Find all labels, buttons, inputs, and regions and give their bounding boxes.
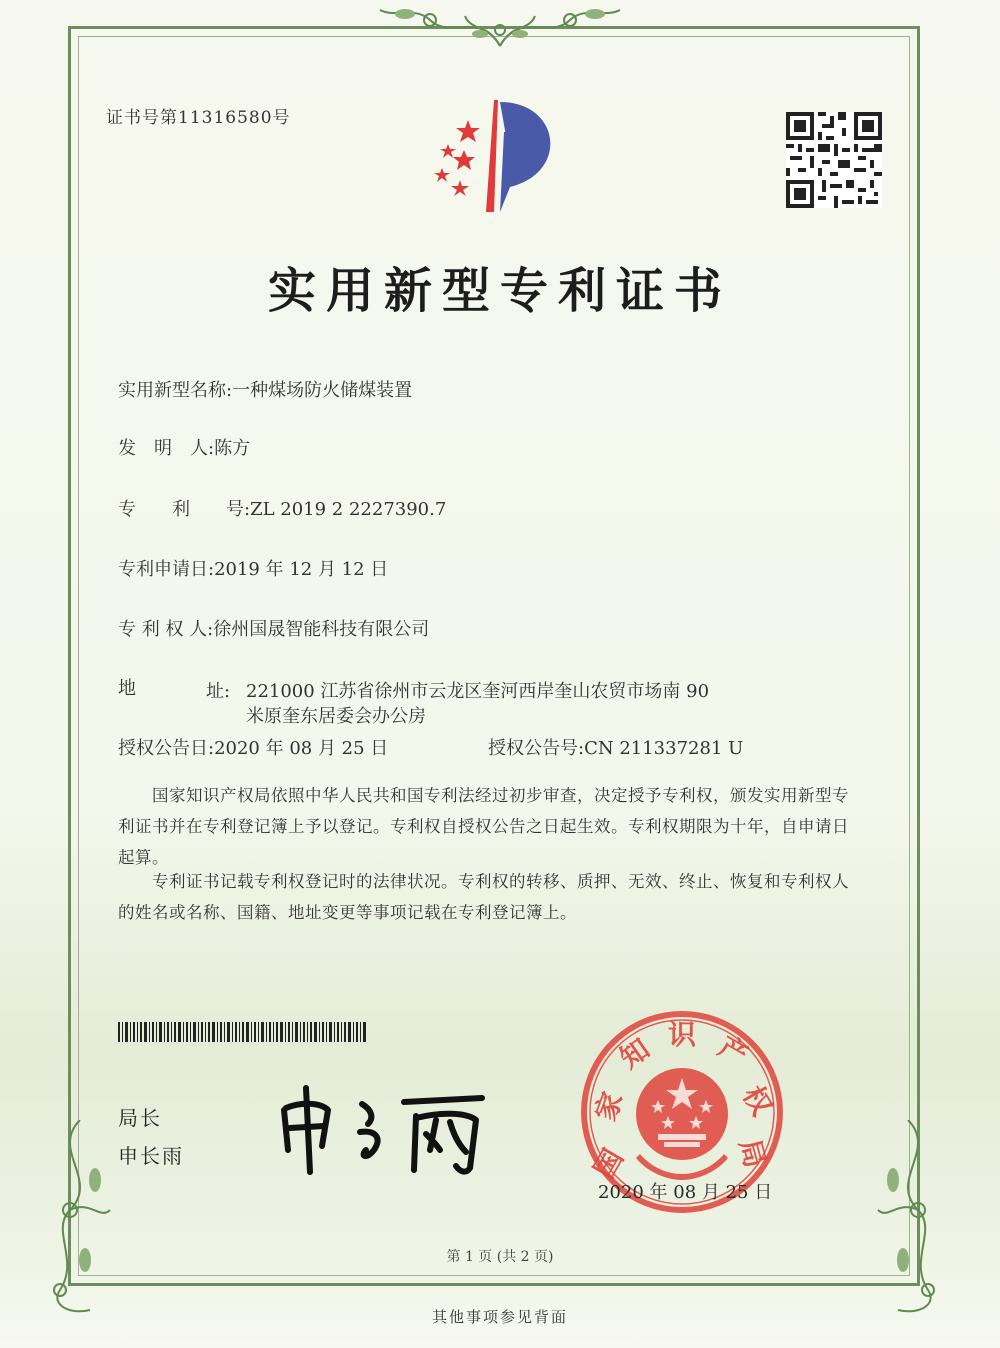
certificate-number: 证书号第11316580号	[106, 108, 291, 128]
svg-text:产: 产	[712, 1029, 754, 1073]
field-label: 专 利 号:	[118, 499, 251, 520]
field-value: 陈方	[214, 438, 251, 459]
field-label: 授权公告日:	[118, 738, 215, 759]
field-inventor	[118, 434, 250, 460]
field-value: 徐州国晟智能科技有限公司	[213, 619, 430, 640]
signatory-name: 申长雨	[118, 1144, 184, 1168]
svg-text:知: 知	[613, 1032, 656, 1076]
field-label: 专利申请日:	[118, 559, 215, 580]
field-patentee	[118, 615, 429, 641]
field-grant-date	[118, 734, 388, 760]
handwritten-signature-icon	[270, 1080, 500, 1175]
field-address-line-2: 米原奎东居委会办公房	[246, 706, 426, 727]
certificate-title: 实用新型专利证书	[267, 263, 732, 319]
top-ornament-icon	[370, 0, 630, 52]
field-address-label-suffix: 址:	[206, 681, 231, 702]
field-address-line-1: 221000 江苏省徐州市云龙区奎河西岸奎山农贸市场南 90	[246, 681, 710, 702]
field-grant-number	[488, 734, 743, 760]
field-value: ZL 2019 2 2227390.7	[250, 499, 447, 520]
field-value: 2019 年 12 月 12 日	[214, 559, 389, 580]
seal-date: 2020 年 08 月 25 日	[598, 1182, 773, 1203]
svg-text:家: 家	[588, 1087, 630, 1126]
field-label: 发 明 人:	[118, 438, 215, 459]
field-value: 一种煤场防火储煤装置	[232, 380, 413, 401]
field-label: 授权公告号:	[488, 738, 585, 759]
back-note: 其他事项参见背面	[431, 1308, 568, 1326]
qr-code-icon	[786, 112, 882, 208]
page-number: 第 1 页 (共 2 页)	[446, 1249, 554, 1265]
field-application-date	[118, 555, 388, 581]
body-paragraph-2: 专利证书记载专利权登记时的法律状况。专利权的转移、质押、无效、终止、恢复和专利权人的姓名或名称、国籍、地址变更等事项记载在专利登记簿上。	[118, 872, 849, 922]
field-value: CN 211337281 U	[584, 738, 744, 759]
cnipa-logo-icon	[420, 92, 580, 222]
field-label: 专 利 权 人:	[118, 619, 214, 640]
svg-text:局: 局	[732, 1135, 773, 1172]
field-patent-number	[118, 495, 446, 521]
svg-text:识: 识	[668, 1018, 697, 1051]
svg-text:权: 权	[736, 1080, 779, 1122]
field-address-label: 地	[118, 678, 136, 699]
right-ornament-icon	[868, 1120, 948, 1320]
field-label: 实用新型名称:	[118, 380, 233, 401]
field-value: 2020 年 08 月 25 日	[214, 738, 389, 759]
signatory-title: 局长	[118, 1106, 162, 1130]
svg-text:国: 国	[587, 1143, 630, 1185]
body-paragraph-1: 国家知识产权局依照中华人民共和国专利法经过初步审查，决定授予专利权，颁发实用新型专利证书并在专利登记簿上予以登记。专利权自授权公告之日起生效。专利权期限为十年，自申请日起算。	[118, 786, 849, 867]
left-ornament-icon	[40, 1120, 120, 1320]
barcode-icon	[118, 1022, 366, 1042]
field-utility-model-name	[118, 376, 412, 402]
